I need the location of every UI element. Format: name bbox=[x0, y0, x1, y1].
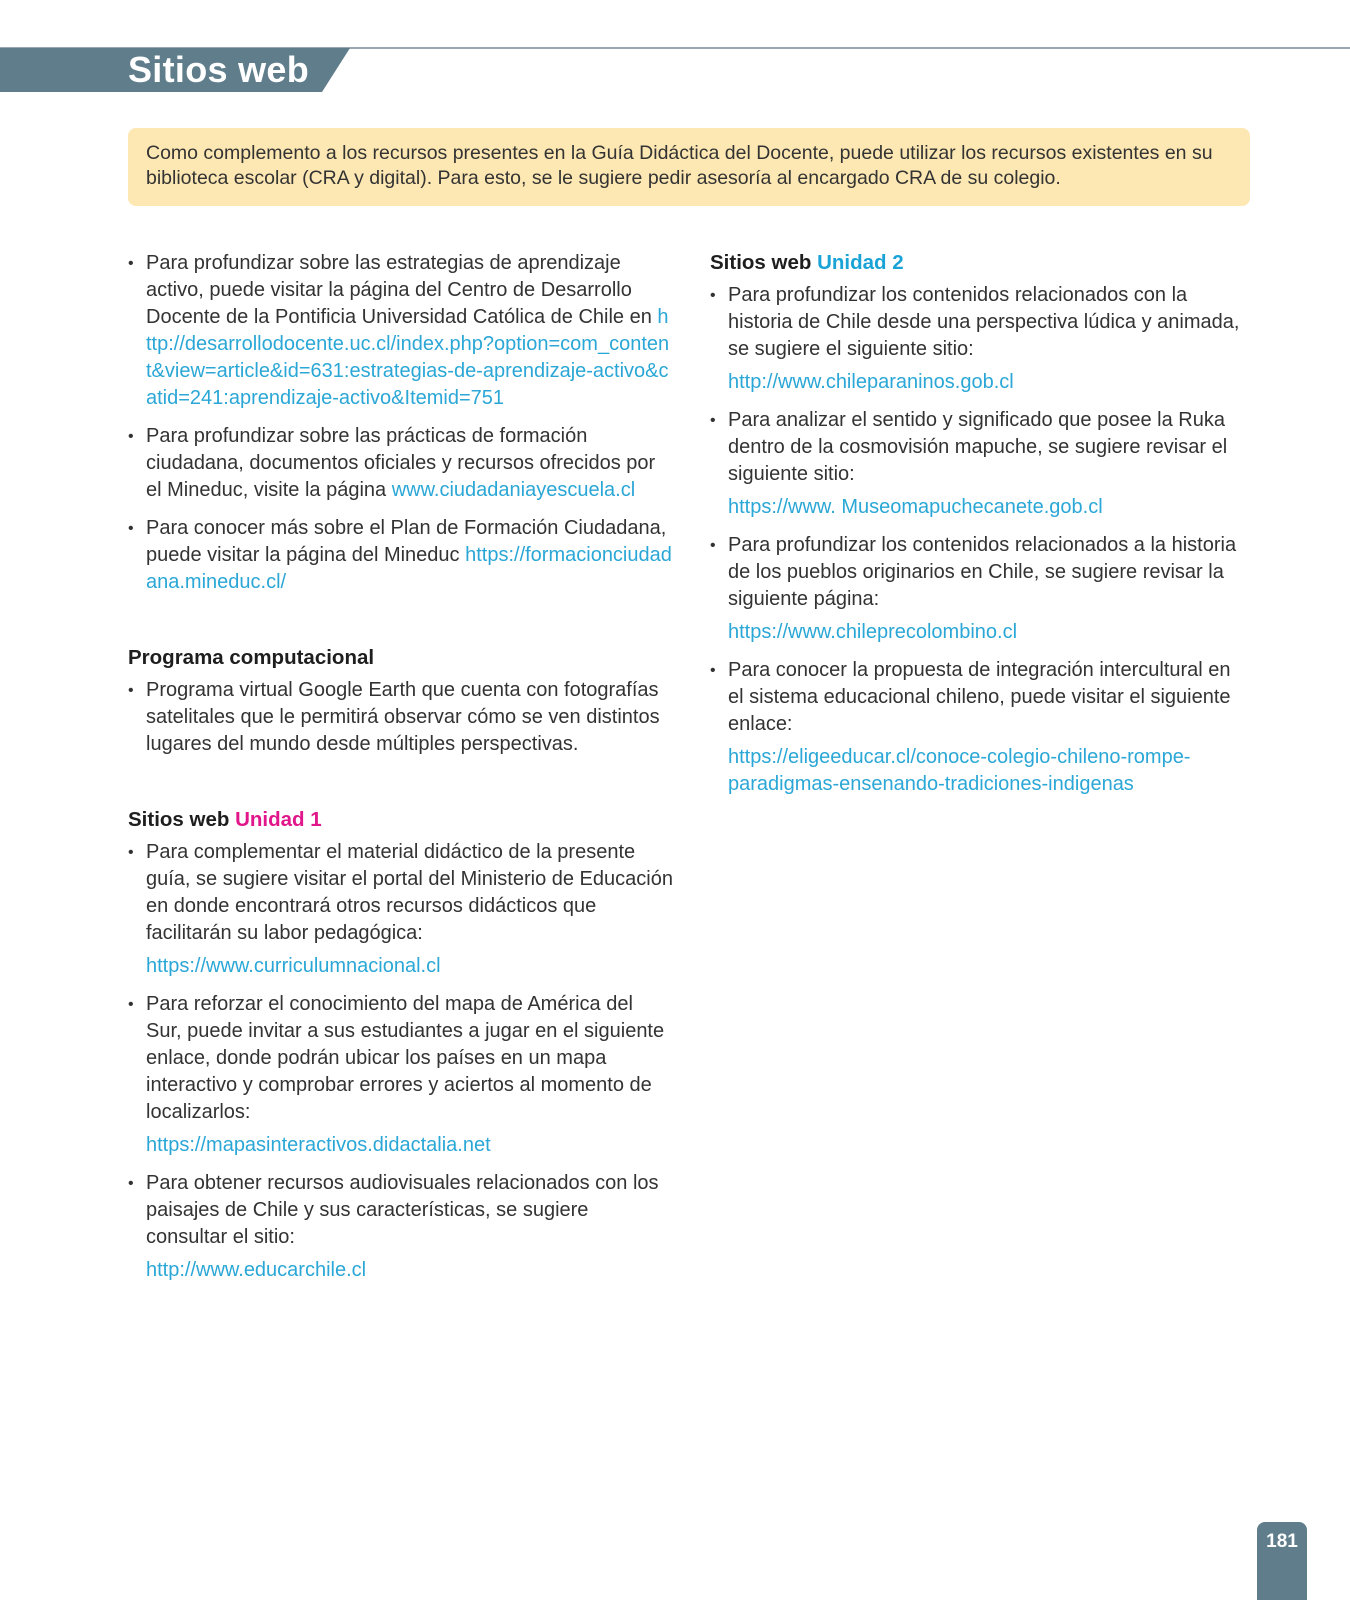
link[interactable]: www.ciudadaniayescuela.cl bbox=[391, 479, 636, 501]
section-heading-programa: Programa computacional bbox=[128, 646, 375, 669]
link[interactable]: https://formacionciudadana.mineduc.cl/ bbox=[146, 544, 672, 593]
item-text: Programa virtual Google Earth que cuenta con fotografías satelitales que le permitirá observar cómo se ven distintos lugares del mundo desde múltiples perspectivas. bbox=[146, 679, 660, 755]
list-item bbox=[128, 250, 673, 412]
link[interactable]: http://www.chileparaninos.gob.cl bbox=[728, 371, 1014, 393]
list-item bbox=[128, 991, 673, 1159]
list-item bbox=[710, 282, 1245, 396]
heading-unit: Unidad 1 bbox=[235, 808, 322, 831]
heading-prefix: Sitios web bbox=[710, 251, 812, 274]
spacer bbox=[128, 769, 673, 807]
page-number: 181 bbox=[1257, 1522, 1307, 1600]
link[interactable]: https://eligeeducar.cl/conoce-colegio-chileno-rompe-paradigmas-ensenando-tradiciones-indigenas bbox=[728, 746, 1191, 795]
bullet-icon: • bbox=[710, 662, 716, 679]
section-heading-unidad1 bbox=[128, 807, 673, 833]
bullet-icon: • bbox=[128, 1175, 134, 1192]
item-text: Para complementar el material didáctico de la presente guía, se sugiere visitar el portal del Ministerio de Educación en donde encontrará otros recursos didácticos que facilitarán su labor pedagógica: bbox=[146, 841, 673, 944]
item-text: Para reforzar el conocimiento del mapa de América del Sur, puede invitar a sus estudiantes a jugar en el siguiente enlace, donde podrán ubicar los países en un mapa interactivo y comprobar errores y aciertos al momento de localizarlos: bbox=[146, 993, 665, 1123]
item-text: Para conocer la propuesta de integración intercultural en el sistema educacional chileno, puede visitar el siguiente enlace: bbox=[728, 659, 1231, 735]
spacer bbox=[128, 607, 673, 645]
list-item bbox=[128, 839, 673, 980]
item-text: Para obtener recursos audiovisuales relacionados con los paisajes de Chile y sus características, se sugiere consultar el sitio: bbox=[146, 1172, 659, 1248]
item-text: Para conocer más sobre el Plan de Formación Ciudadana, puede visitar la página del Mineduc bbox=[146, 517, 667, 566]
bullet-icon: • bbox=[128, 520, 134, 537]
item-text: Para profundizar los contenidos relacionados con la historia de Chile desde una perspectiva lúdica y animada, se sugiere el siguiente sitio: bbox=[728, 284, 1240, 360]
bullet-icon: • bbox=[128, 428, 134, 445]
intro-box: Como complemento a los recursos presentes en la Guía Didáctica del Docente, puede utilizar los recursos existentes en su biblioteca escolar (CRA y digital). Para esto, se le sugiere pedir asesoría al encargado CRA de su colegio. bbox=[128, 128, 1250, 206]
link[interactable]: https://www.curriculumnacional.cl bbox=[146, 955, 441, 977]
list-item bbox=[710, 657, 1245, 798]
list-item bbox=[710, 532, 1245, 646]
page-title: Sitios web bbox=[128, 49, 310, 90]
list-item bbox=[128, 423, 673, 504]
bullet-icon: • bbox=[128, 255, 134, 272]
link[interactable]: http://www.educarchile.cl bbox=[146, 1259, 367, 1281]
item-text: Para profundizar sobre las estrategias de aprendizaje activo, puede visitar la página del Centro de Desarrollo Docente de la Pontificia Universidad Católica de Chile en bbox=[146, 252, 658, 328]
link[interactable]: https://www. Museomapuchecanete.gob.cl bbox=[728, 496, 1103, 518]
list-item bbox=[710, 407, 1245, 521]
item-text: Para profundizar los contenidos relacionados a la historia de los pueblos originarios en Chile, se sugiere revisar la siguiente página: bbox=[728, 534, 1237, 610]
left-column bbox=[128, 250, 673, 1295]
bullet-icon: • bbox=[128, 996, 134, 1013]
list-item bbox=[128, 1170, 673, 1284]
list-item bbox=[128, 677, 673, 758]
item-text: Para analizar el sentido y significado que posee la Ruka dentro de la cosmovisión mapuche, se sugiere revisar el siguiente sitio: bbox=[728, 409, 1228, 485]
bullet-icon: • bbox=[710, 537, 716, 554]
bullet-icon: • bbox=[710, 287, 716, 304]
list-item bbox=[128, 515, 673, 596]
section-heading-unidad2 bbox=[710, 250, 1245, 276]
bullet-icon: • bbox=[128, 682, 134, 699]
link[interactable]: http://desarrollodocente.uc.cl/index.php?option=com_content&view=article&id=631:estrategias-de-aprendizaje-activo&catid=241:aprendizaje-activo&Itemid=751 bbox=[146, 306, 670, 409]
link[interactable]: https://www.chileprecolombino.cl bbox=[728, 621, 1018, 643]
item-text: Para profundizar sobre las prácticas de formación ciudadana, documentos oficiales y recursos ofrecidos por el Mineduc, visite la página bbox=[146, 425, 656, 501]
bullet-icon: • bbox=[128, 844, 134, 861]
right-column bbox=[710, 250, 1245, 809]
bullet-icon: • bbox=[710, 412, 716, 429]
heading-unit: Unidad 2 bbox=[817, 251, 904, 274]
heading-prefix: Sitios web bbox=[128, 808, 230, 831]
link[interactable]: https://mapasinteractivos.didactalia.net bbox=[146, 1134, 491, 1156]
